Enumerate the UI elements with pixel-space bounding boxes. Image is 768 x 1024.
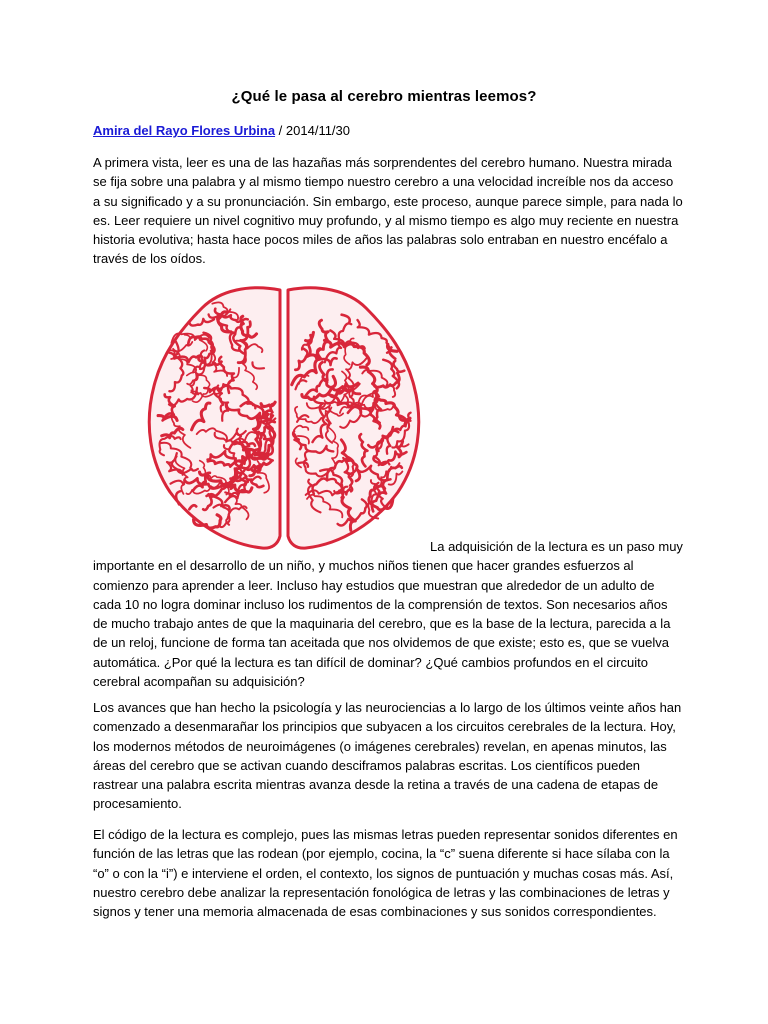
author-link[interactable]: Amira del Rayo Flores Urbina — [93, 123, 276, 138]
paragraph-intro: A primera vista, leer es una de las hazañas más sorprendentes del cerebro humano. Nuestra mirada se fija sobre una palabra y al mismo tiempo nuestro cerebro a una velocidad increíble nos da acceso a su significado y a su pronunciación. Sin embargo, este proceso, aunque parece simple, para nada lo es. Leer requiere un nivel cognitivo muy profundo, y al mismo tiempo es algo muy reciente en nuestra historia evolutiva; hasta hace pocos miles de años las palabras solo entraban en nuestro encéfalo a través de los oídos. — [93, 155, 683, 267]
paragraph-acquisition: La adquisición de la lectura es un paso muy importante en el desarrollo de un niño, y muchos niños tienen que hacer grandes esfuerzos al comienzo para aprender a leer. Incluso hay estudios que muestran que alrededor de un adulto de cada 10 no logra dominar incluso los rudimentos de la comprensión de textos. Son necesarios años de mucho trabajo antes de que la maquinaria del cerebro, que es la base de la lectura, parecida a la de un reloj, funcione de forma tan aceitada que nos olvidemos de que existe; esto es, que se vuelva automática. ¿Por qué la lectura es tan difícil de dominar? ¿Qué cambios profundos en el circuito cerebral acompañan su adquisición? — [93, 539, 683, 690]
article-title: ¿Qué le pasa al cerebro mientras leemos? — [231, 88, 537, 105]
paragraph-neuroscience: Los avances que han hecho la psicología y las neurociencias a lo largo de los últimos veinte años han comenzado a desenmarañar los principios que subyacen a los circuitos cerebrales de la lectura. Hoy, los modernos métodos de neuroimágenes (o imágenes cerebrales) revelan, en apenas minutos, las áreas del cerebro que se activan cuando desciframos palabras escritas. Los científicos pueden rastrear una palabra escrita mientras avanza desde la retina a través de una cadena de etapas de procesamiento. — [93, 700, 682, 812]
publish-date: 2014/11/30 — [285, 123, 351, 138]
date-separator: / — [275, 123, 286, 138]
paragraph-reading-code: El código de la lectura es complejo, pues las mismas letras pueden representar sonidos diferentes en función de las letras que las rodean (por ejemplo, cocina, la “c” suena diferente si hace sílaba con la “o” o con la “i”) e interviene el orden, el contexto, los signos de puntuación y muchas cosas más. Así, nuestro cerebro debe analizar la representación fonológica de letras y las combinaciones de letras y signos y tener una memoria almacenada de esas combinaciones y sus sonidos correspondientes. — [93, 827, 678, 920]
byline — [93, 123, 350, 138]
brain-illustration-icon — [140, 282, 428, 552]
